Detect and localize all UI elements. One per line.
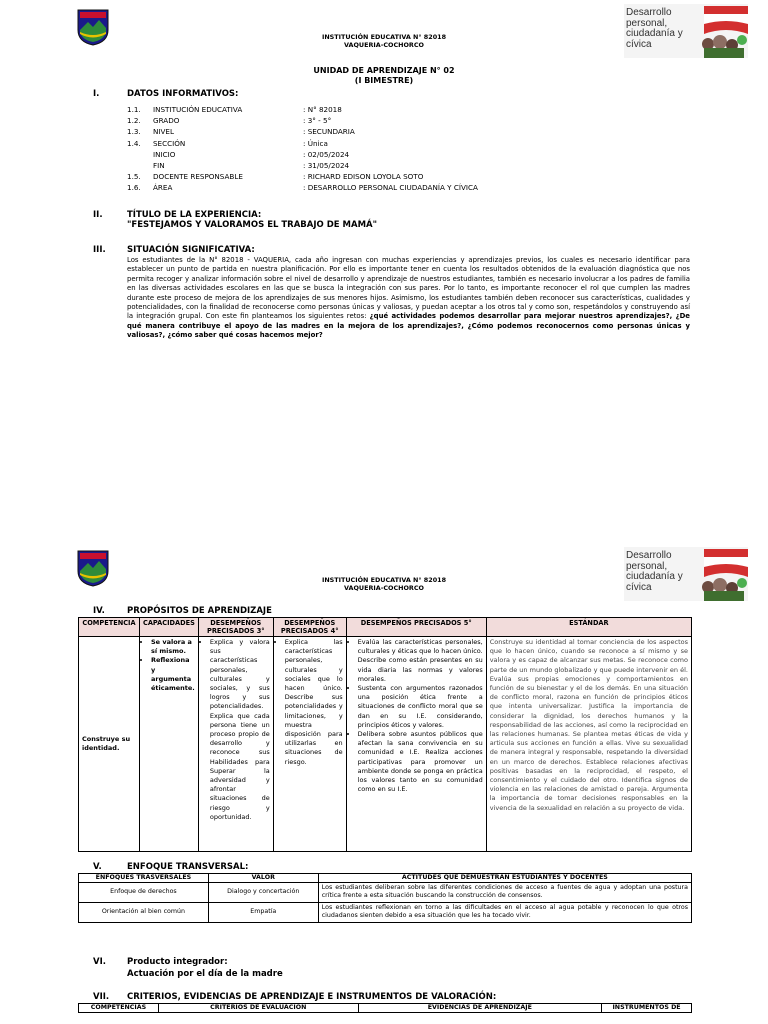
capacidades-cell	[139, 637, 198, 852]
col-estandar: ESTÁNDAR	[486, 618, 691, 637]
capacity-item: • Reflexiona y argumenta éticamente.	[151, 656, 195, 693]
section-3-number: III.	[93, 245, 106, 255]
valor-cell: Dialogo y concertación	[208, 883, 318, 903]
col-instrumentos: INSTRUMENTOS DE	[602, 1004, 692, 1013]
estandar-cell: Construye su identidad al tomar conciencia de los aspectos que lo hacen único, cuando se reconoce a sí mismo y se valora y es capaz de alcanzar sus metas. Se reconoce como parte de un mundo globalizado y que puede intervenir en él. Evalúa sus propias emociones y comportamientos en función de su bienestar y el de los demás. En una situación de conflicto moral, razona en función de principios éticos que intenta universalizar. Justifica la importancia de considerar la dignidad, los derechos humanos y la responsabilidad de las acciones, así como la reciprocidad en las relaciones humanas. Se plantea metas éticas de vida y articula sus acciones en función a ellas. Vive su sexualidad de manera integral y responsable, respetando la diversidad en un marco de derechos. Establece relaciones afectivas positivas basadas en la reciprocidad, el respeto, el consentimiento y el cuidado del otro. Identifica signos de violencia en las relaciones de amistad o pareja. Argumenta la importancia de tomar decisiones responsables en la vivencia de la sexualidad en relación a su proyecto de vida.	[486, 637, 691, 852]
info-row	[127, 171, 647, 182]
purposes-row	[79, 637, 692, 852]
col-actitudes: ACTITUDES QUE DEMUESTRAN ESTUDIANTES Y DOCENTES	[318, 874, 691, 883]
col-desempenos-3: DESEMPEÑOS PRECISADOS 3°	[198, 618, 273, 637]
school-place: VAQUERIA-COCHORCO	[344, 41, 424, 49]
desempenos-4-cell	[273, 637, 346, 852]
info-label: DOCENTE RESPONSABLE	[153, 172, 243, 182]
section-4-title: PROPÓSITOS DE APRENDIZAJE	[127, 606, 272, 616]
info-label: GRADO	[153, 116, 180, 126]
performance-5-item: • Delibera sobre asuntos públicos que afectan la sana convivencia en su comunidad e I.E. Realiza acciones participativas para promover un ambiente donde se ponga en práctica los valores tanto en su comunidad como en su I.E.	[358, 730, 483, 794]
info-value: : 3° - 5°	[303, 116, 332, 126]
info-label: INICIO	[153, 149, 176, 159]
actitud-cell: Los estudiantes reflexionan en torno a las dificultades en el acceso al agua potable y reconocen lo que otros ciudadanos sienten debido a esa situación que les ha tocado vivir.	[318, 903, 691, 923]
school-name: INSTITUCIÓN EDUCATIVA N° 82018	[321, 33, 447, 41]
info-row	[127, 115, 647, 126]
transversal-header-row	[79, 874, 692, 883]
criteria-header-row	[79, 1004, 692, 1013]
valor-cell: Empatía	[208, 903, 318, 923]
desempenos-5-cell	[346, 637, 486, 852]
capacity-item: • Se valora a sí mismo.	[151, 638, 195, 656]
info-number: 1.6.	[127, 183, 141, 193]
section-5-title: ENFOQUE TRANSVERSAL:	[127, 862, 249, 872]
info-number: 1.4.	[127, 138, 141, 148]
col-criterios: CRITERIOS DE EVALUACIÓN	[158, 1004, 358, 1013]
experience-title: "FESTEJAMOS Y VALORAMOS EL TRABAJO DE MAMÁ"	[127, 220, 378, 230]
info-value: : N° 82018	[303, 105, 342, 114]
situation-text: Los estudiantes de la N° 82018 - VAQUERIA, cada año ingresan con muchas experiencias y aprendizajes previos, los cuales es necesario identificar para establecer un punto de partida en nuestra planificación. Por ello es importante tener en cuenta los resultados obtenidos de la evaluación diagnóstica que nos permita recoger y analizar información sobre el nivel de desarrollo y aprendizaje de nuestros estudiantes, también es necesario involucrar a los padres de familia en las diversas actividades escolares en las que se busca la integración con sus pares. Por lo tanto, es importante reconocer el rol que cumplen las madres durante este proceso de mejora de los aprendizajes de sus menores hijos. Asimismo, los estudiantes también deben reconocer sus características, cualidades y potencialidades, con la finalidad de reconocerse como personas únicas y valiosas, y puedan aceptar a los otros tal y como son, respetándolos y construyendo así la integración grupal. Con este fin planteamos los siguientes retos:	[127, 256, 690, 321]
info-value: : Única	[303, 138, 328, 148]
col-enfoques: ENFOQUES TRASVERSALES	[79, 874, 209, 883]
info-list	[127, 104, 647, 196]
info-value: : DESARROLLO PERSONAL CIUDADANÍA Y CÍVICA	[303, 183, 478, 193]
actitud-cell: Los estudiantes deliberan sobre las diferentes condiciones de acceso a fuentes de agua y adoptan una postura crítica frente a esta situación buscando la construcción de consensos.	[318, 883, 691, 903]
info-number: 1.1.	[127, 105, 141, 114]
info-number: 1.5.	[127, 172, 141, 182]
col-competencia: COMPETENCIA	[79, 618, 140, 637]
info-number: 1.3.	[127, 127, 141, 137]
purposes-table	[78, 617, 692, 852]
info-row	[127, 138, 647, 149]
info-value: : RICHARD EDISON LOYOLA SOTO	[303, 172, 424, 182]
school-name-page-2: INSTITUCIÓN EDUCATIVA N° 82018	[321, 576, 447, 584]
enfoque-cell: Enfoque de derechos	[79, 883, 209, 903]
banner-text: Desarrollo personal, ciudadanía y cívica	[626, 7, 683, 50]
performance-5-item: • Sustenta con argumentos razonados una posición ética frente a situaciones de conflicto moral que se dan en su I.E. considerando, principios éticos y valores.	[358, 684, 483, 730]
unit-period: (I BIMESTRE)	[354, 76, 414, 85]
col-capacidades: CAPACIDADES	[139, 618, 198, 637]
info-label: NIVEL	[153, 127, 174, 137]
school-place-page-2: VAQUERIA-COCHORCO	[344, 584, 424, 592]
transversal-table	[78, 873, 692, 923]
area-banner-page-2	[624, 547, 748, 601]
situation-questions: ¿qué actividades podemos desarrollar para mejorar nuestros aprendizajes?, ¿De qué manera contribuye el apoyo de las madres en la mejora de los aprendizajes?, ¿Cómo podemos reconocernos como personas únicas y valiosas?, ¿cómo saber qué cosas hacemos mejor?	[127, 312, 690, 340]
info-row	[127, 182, 647, 193]
info-label: FIN	[153, 161, 165, 170]
section-7-title: CRITERIOS, EVIDENCIAS DE APRENDIZAJE E INSTRUMENTOS DE VALORACIÓN:	[127, 992, 497, 1002]
col-competencias: COMPETENCIAS	[79, 1004, 159, 1013]
info-row	[127, 160, 647, 171]
area-banner	[624, 4, 748, 58]
col-evidencias: EVIDENCIAS DE APRENDIZAJE	[358, 1004, 602, 1013]
section-2-number: II.	[93, 210, 103, 220]
col-desempenos-5: DESEMPEÑOS PRECISADOS 5°	[346, 618, 486, 637]
section-3-title: SITUACIÓN SIGNIFICATIVA:	[127, 245, 255, 255]
section-7-number: VII.	[93, 992, 110, 1002]
performance-5-item: • Evalúa las características personales, culturales y éticas que lo hacen único. Describe como están presentes en su vida diaria las normas y valores morales.	[358, 638, 483, 684]
purposes-header-row	[79, 618, 692, 637]
info-value: : 02/05/2024	[303, 149, 350, 159]
unit-title: UNIDAD DE APRENDIZAJE N° 02	[313, 66, 455, 75]
col-valor: VALOR	[208, 874, 318, 883]
info-value: : 31/05/2024	[303, 161, 350, 170]
enfoque-cell: Orientación al bien común	[79, 903, 209, 923]
section-4-number: IV.	[93, 606, 105, 616]
col-desempenos-4: DESEMPEÑOS PRECISADOS 4°	[273, 618, 346, 637]
section-2-title: TÍTULO DE LA EXPERIENCIA:	[127, 210, 262, 220]
section-6-title: Producto integrador:	[127, 957, 228, 967]
desempenos-3-cell	[198, 637, 273, 852]
info-row	[127, 149, 647, 160]
section-5-number: V.	[93, 862, 102, 872]
info-label: SECCIÓN	[153, 138, 186, 148]
info-label: INSTITUCIÓN EDUCATIVA	[153, 105, 243, 114]
performance-3: • Explica y valora sus características personales, culturales y sociales, y sus logros y sus potencialidades. Explica que cada persona tiene un proceso propio de desarrollo y reconoce sus Habilidades para Superar la adversidad y afrontar situaciones de riesgo y oportunidad.	[210, 638, 270, 822]
info-value: : SECUNDARIA	[303, 127, 355, 137]
section-1-title: DATOS INFORMATIVOS:	[127, 89, 239, 99]
section-1-number: I.	[93, 89, 100, 99]
info-row	[127, 104, 647, 115]
table-row	[79, 903, 692, 923]
table-row	[79, 883, 692, 903]
section-6-number: VI.	[93, 957, 106, 967]
info-number: 1.2.	[127, 116, 141, 126]
banner-text-page-2: Desarrollo personal, ciudadanía y cívica	[626, 550, 683, 593]
significant-situation	[127, 256, 690, 341]
info-row	[127, 126, 647, 137]
performance-4: • Explica las características personales, culturales y sociales que lo hacen único. Describe sus potencialidades y limitaciones, y muestra disposición para utilizarlas en situaciones de riesgo.	[285, 638, 343, 767]
info-label: ÁREA	[153, 183, 173, 193]
integrating-product: Actuación por el día de la madre	[127, 969, 283, 979]
criteria-table	[78, 1003, 692, 1013]
competencia-cell: Construye su identidad.	[79, 637, 140, 852]
